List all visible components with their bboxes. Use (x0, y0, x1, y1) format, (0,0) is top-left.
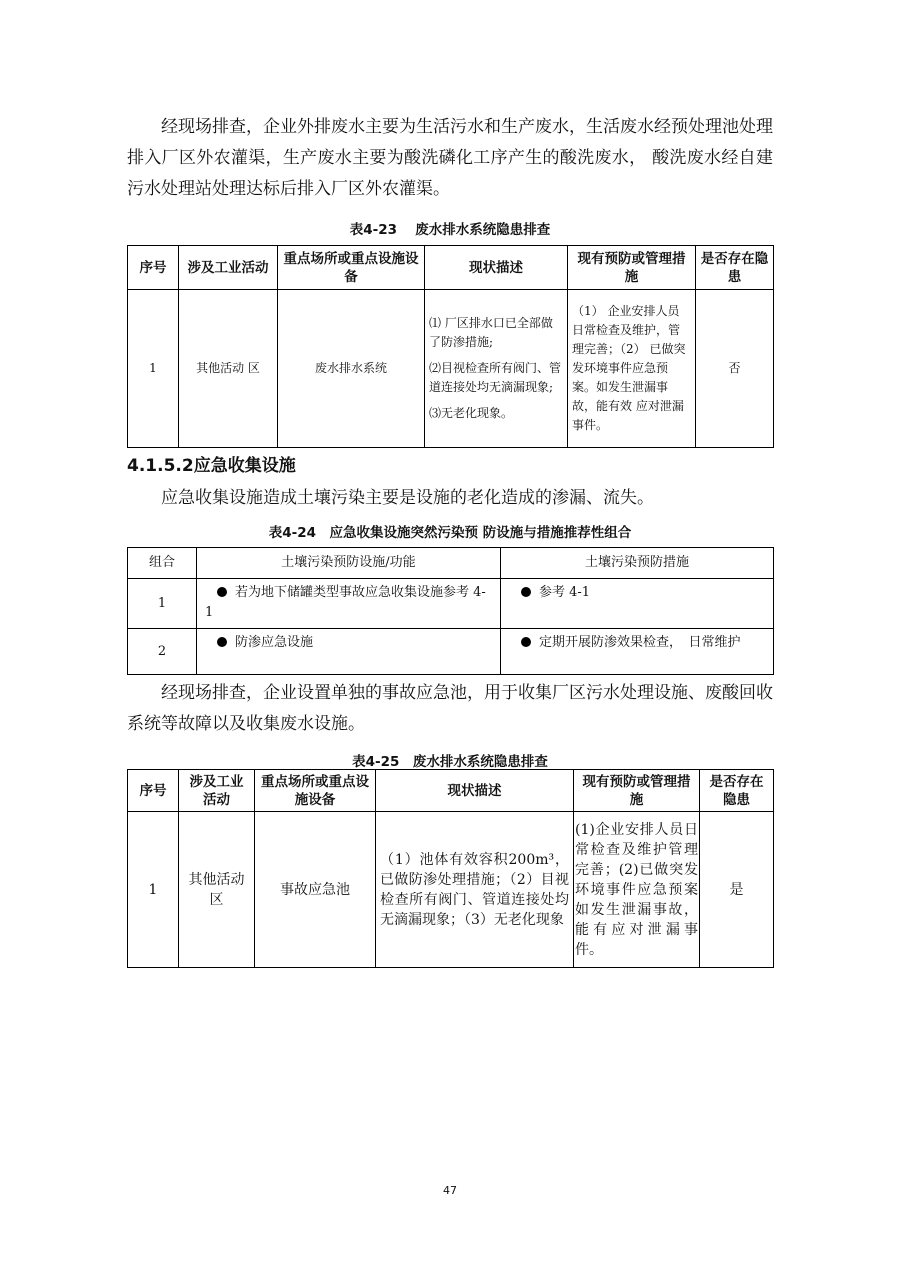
header-hazard: 是否存在隐患 (696, 246, 774, 290)
table-23-caption: 表4-23 废水排水系统隐患排查 (349, 222, 551, 238)
section-heading: 4.1.5.2应急收集设施 (127, 456, 296, 476)
cell-facility: 事故应急池 (255, 812, 376, 968)
intro-paragraph: 经现场排查，企业外排废水主要为生活污水和生产废水，生活废水经预处理池处理排入厂区外农灌渠，生产废水主要为酸洗磷化工序产生的酸洗废水， 酸洗废水经自建污水处理站处理达标后排入厂区外农灌渠。 (127, 117, 773, 199)
table-row (128, 812, 774, 968)
section-paragraph: 应急收集设施造成土壤污染主要是设施的老化造成的渗漏、流失。 (161, 488, 654, 508)
table-row (128, 579, 774, 629)
cell-activity: 其他活动区 (179, 812, 255, 968)
table-24-caption: 表4-24 应急收集设施突然污染预 防设施与措施推荐性组合 (268, 525, 632, 541)
header-facility: 重点场所或重点设施设备 (278, 246, 425, 290)
header-activity: 涉及工业活动 (179, 246, 278, 290)
header-prevention-measure: 土壤污染预防措施 (501, 548, 774, 579)
table-row (128, 629, 774, 675)
cell-combo: 2 (128, 629, 197, 675)
description-item: ⑶无老化现象。 (429, 406, 514, 420)
bullet-icon (521, 587, 531, 597)
bullet-icon (217, 637, 227, 647)
table-header-row (128, 548, 774, 579)
second-paragraph: 经现场排查，企业设置单独的事故应急池，用于收集厂区污水处理设施、废酸回收系统等故障以及收集废水设施。 (127, 683, 773, 734)
cell-combo: 1 (128, 579, 197, 629)
cell-hazard: 否 (696, 290, 774, 448)
cell-facility: 废水排水系统 (278, 290, 425, 448)
cell-no: 1 (128, 290, 179, 448)
cell-measure (501, 629, 774, 675)
page-number: 47 (443, 1184, 457, 1197)
header-hazard: 是否存在隐患 (700, 770, 774, 812)
measure-text: 定期开展防渗效果检查， 日常维护 (539, 635, 741, 650)
bullet-icon (521, 637, 531, 647)
header-facility: 重点场所或重点设施设备 (255, 770, 376, 812)
cell-hazard: 是 (700, 812, 774, 968)
facility-text: 若为地下储罐类型事故应急收集设施参考 4-1 (205, 585, 486, 620)
header-no: 序号 (128, 246, 179, 290)
table-24 (127, 547, 774, 675)
cell-no: 1 (128, 812, 179, 968)
table-25-caption: 表4-25 废水排水系统隐患排查 (352, 754, 548, 770)
cell-measure (501, 579, 774, 629)
bullet-icon (217, 587, 227, 597)
facility-text: 防渗应急设施 (235, 635, 314, 650)
table-25 (127, 769, 774, 968)
measure-text: 参考 4-1 (539, 585, 591, 600)
cell-facility (197, 579, 501, 629)
table-row (128, 290, 774, 448)
header-measures: 现有预防或管理措施 (568, 246, 696, 290)
table-header-row (128, 246, 774, 290)
cell-facility (197, 629, 501, 675)
header-measures: 现有预防或管理措施 (574, 770, 700, 812)
cell-description (425, 290, 568, 448)
header-description: 现状描述 (376, 770, 574, 812)
header-prevention-facility: 土壤污染预防设施/功能 (197, 548, 501, 579)
description-item: ⑴ 厂区排水口已全部做了防渗措施; (429, 316, 553, 349)
table-23 (127, 245, 774, 448)
cell-activity: 其他活动 区 (179, 290, 278, 448)
header-description: 现状描述 (425, 246, 568, 290)
table-header-row (128, 770, 774, 812)
cell-description: （1）池体有效容积200m³，已做防渗处理措施；（2）目视检查所有阀门、管道连接处均无滴漏现象；（3）无老化现象 (376, 812, 574, 968)
header-combo: 组合 (128, 548, 197, 579)
cell-measures: (1)企业安排人员日常检查及维护管理完善；(2)已做突发环境事件应急预案如发生泄漏事故，能有应对泄漏事件。 (574, 812, 700, 968)
cell-measures: （1） 企业安排人员 日常检查及维护，管理完善；（2） 已做突发环境事件应急预 案。如发生泄漏事故，能有效 应对泄漏事件。 (568, 290, 696, 448)
header-no: 序号 (128, 770, 179, 812)
header-activity: 涉及工业活动 (179, 770, 255, 812)
description-item: ⑵目视检查所有阀门、管道连接处均无滴漏现象; (429, 361, 562, 394)
